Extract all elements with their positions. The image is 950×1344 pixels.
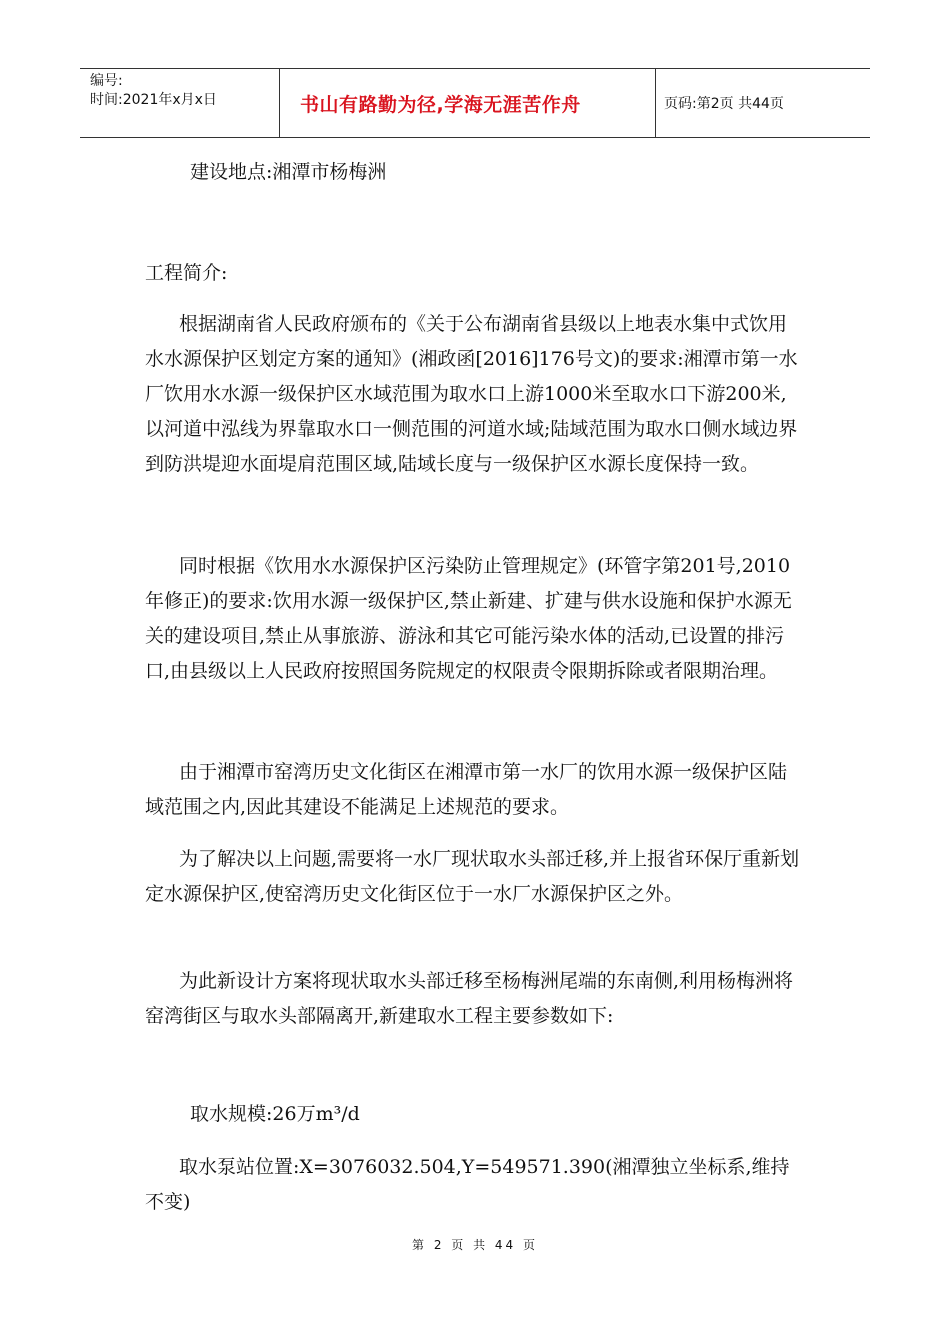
pump-station-location: 取水泵站位置:X=3076032.504,Y=549571.390(湘潭独立坐标系,维持不变) <box>145 1156 790 1213</box>
intake-scale: 取水规模:26万m³/d <box>190 1103 360 1125</box>
paragraph-4: 为了解决以上问题,需要将一水厂现状取水头部迁移,并上报省环保厅重新划定水源保护区,使窑湾历史文化街区位于一水厂水源保护区之外。 <box>145 848 800 905</box>
header-meta <box>80 69 280 137</box>
page-footer: 第 2 页 共 44 页 <box>412 1238 538 1252</box>
document-header <box>80 68 870 138</box>
number-label: 编号: <box>90 73 123 89</box>
paragraph-1: 根据湖南省人民政府颁布的《关于公布湖南省县级以上地表水集中式饮用水水源保护区划定方案的通知》(湘政函[2016]176号文)的要求:湘潭市第一水厂饮用水水源一级保护区水域范围为取水口上游1000米至取水口下游200米,以河道中泓线为界靠取水口一侧范围的河道水域;陆域范围为取水口侧水域边界到防洪堤迎水面堤肩范围区域,陆域长度与一级保护区水源长度保持一致。 <box>145 313 798 475</box>
header-page-info: 页码:第2页 共44页 <box>664 96 784 112</box>
header-motto: 书山有路勤为径,学海无涯苦作舟 <box>280 69 656 137</box>
location-line: 建设地点:湘潭市杨梅洲 <box>190 161 387 183</box>
intro-heading: 工程简介: <box>145 262 228 284</box>
paragraph-2: 同时根据《饮用水水源保护区污染防止管理规定》(环管字第201号,2010年修正)的要求:饮用水源一级保护区,禁止新建、扩建与供水设施和保护水源无关的建设项目,禁止从事旅游、游泳和其它可能污染水体的活动,已设置的排污口,由县级以上人民政府按照国务院规定的权限责令限期拆除或者限期治理。 <box>145 555 792 682</box>
time-label: 时间:2021年x月x日 <box>90 92 217 108</box>
paragraph-5: 为此新设计方案将现状取水头部迁移至杨梅洲尾端的东南侧,利用杨梅洲将窑湾街区与取水头部隔离开,新建取水工程主要参数如下: <box>145 970 794 1027</box>
paragraph-3: 由于湘潭市窑湾历史文化街区在湘潭市第一水厂的饮用水源一级保护区陆域范围之内,因此其建设不能满足上述规范的要求。 <box>145 761 788 818</box>
